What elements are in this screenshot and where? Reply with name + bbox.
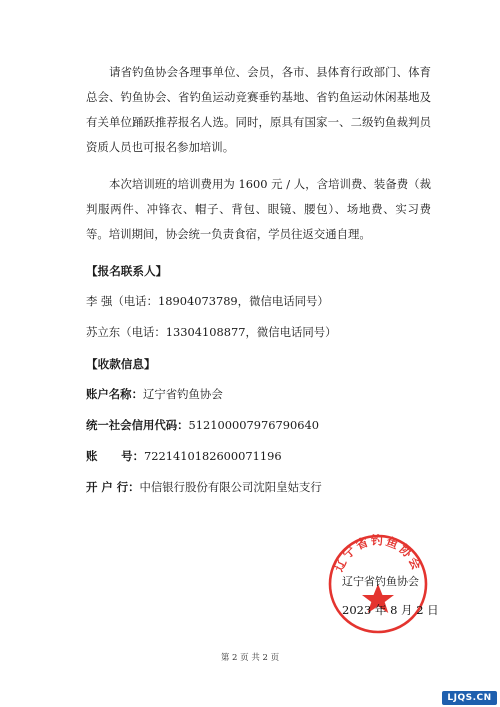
credit-code-label: 统一社会信用代码： bbox=[86, 418, 189, 432]
account-name-label: 账户名称： bbox=[86, 387, 143, 401]
account-number-value: 7221410182600071196 bbox=[143, 449, 282, 463]
account-name-row bbox=[86, 386, 223, 402]
bank-row bbox=[86, 479, 322, 495]
account-number-row bbox=[86, 448, 282, 464]
site-watermark: LJQS.CN bbox=[442, 691, 497, 705]
signature-date: 2023 年 8 月 2 日 bbox=[342, 603, 439, 617]
contacts-heading: 【报名联系人】 bbox=[86, 264, 168, 278]
paragraph-recommendation-text: 请省钓鱼协会各理事单位、会员，各市、县体育行政部门、体育总会、钓鱼协会、省钓鱼运动竞赛垂钓基地、省钓鱼运动休闲基地及有关单位踊跃推荐报名人选。同时，原具有国家一、二级钓鱼裁判员资质人员也可报名参加培训。 bbox=[86, 65, 431, 154]
credit-code-value: 51210000797679064​0 bbox=[188, 418, 319, 432]
contact-li-qiang: 李 强（电话：18904073789，微信电话同号） bbox=[86, 294, 329, 308]
paragraph-fee-text: 本次培训班的培训费用为 1600 元 / 人，含培训费、装备费（裁判服两件、冲锋衣、帽子、背包、眼镜、腰包）、场地费、实习费等。培训期间，协会统一负责食宿，学员往返交通自理。 bbox=[86, 177, 431, 241]
signature-org: 辽宁省钓鱼协会 bbox=[342, 575, 419, 588]
paragraph-recommendation bbox=[86, 60, 431, 160]
account-number-label: 账 号： bbox=[86, 449, 144, 463]
page-footer: 第 2 页 共 2 页 bbox=[220, 653, 280, 663]
contact-su-lidong: 苏立东（电话：13304108877，微信电话同号） bbox=[86, 325, 337, 339]
credit-code-row bbox=[86, 417, 319, 433]
bank-label: 开 户 行： bbox=[86, 480, 140, 494]
seal-arc-text: 辽宁省钓鱼协会 bbox=[331, 533, 425, 574]
payment-heading: 【收款信息】 bbox=[86, 357, 156, 371]
account-name-value: 辽宁省钓鱼协会 bbox=[142, 387, 223, 401]
bank-value: 中信银行股份有限公司沈阳皇姑支行 bbox=[139, 480, 322, 494]
paragraph-fee bbox=[86, 172, 431, 247]
